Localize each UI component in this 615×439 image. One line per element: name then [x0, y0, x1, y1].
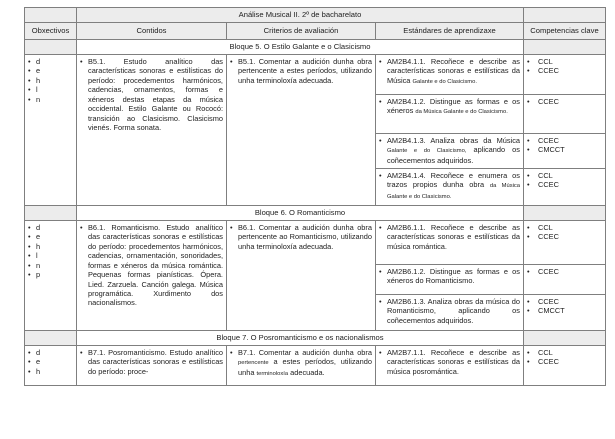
- block-blank-cell: [25, 205, 77, 220]
- objectives-cell: [25, 54, 77, 205]
- block-blank-cell: [524, 330, 606, 345]
- standard-cell: [376, 54, 524, 94]
- standard-cell: [376, 264, 524, 294]
- content-cell: [77, 54, 227, 205]
- competency-item: • CCEC: [527, 232, 602, 241]
- objective-item: • n: [28, 95, 73, 104]
- header-blank-cell: [25, 8, 77, 23]
- standard-cell: [376, 168, 524, 205]
- objective-item: • d: [28, 57, 73, 66]
- competencies-cell: [524, 54, 606, 94]
- content-text: • B5.1. Estudo analítico das características sonoras e estilísticas do período: procedementos harmónicos, cadencias, ornamentos, formas e xéneros destas etapas da música occidental. Estilo Galante ou Rococó: transición ao Clasicismo. Clasicismo vienés. Forma sonata.: [80, 57, 223, 133]
- standard-lead: AM2B4.1.2. Distingue as formas e os xéneros: [387, 96, 520, 116]
- competencies-cell: [524, 168, 606, 205]
- column-header-competencies: Competencias clave: [524, 23, 606, 40]
- objective-item: • l: [28, 85, 73, 94]
- competencies-cell: [524, 94, 606, 133]
- criterion-cell: [227, 54, 376, 205]
- standard-small-text: da Música Galante e do Clasicismo.: [387, 183, 521, 200]
- criterion-text: [230, 348, 372, 378]
- block-title: Bloque 6. O Romanticismo: [77, 205, 524, 220]
- objective-item: • l: [28, 251, 73, 260]
- criterion-text: • B6.1. Comentar a audición dunha obra pertencente ao Romanticismo, utilizando unha terminoloxía adecuada.: [230, 223, 372, 251]
- standard-cell: [376, 345, 524, 385]
- competency-item: • CCEC: [527, 66, 602, 75]
- competency-item: • CCL: [527, 57, 602, 66]
- competencies-cell: [524, 133, 606, 168]
- standard-cell: [376, 220, 524, 264]
- standard-small-text: Galante e do Clasicismo,: [387, 148, 467, 155]
- competencies-cell: [524, 294, 606, 330]
- standard-tail: aplicando os coñecementos adquiridos.: [387, 145, 520, 165]
- standard-small-text: Galante e do Clasicismo.: [412, 78, 477, 85]
- standard-cell: [376, 133, 524, 168]
- column-header-content: Contidos: [77, 23, 227, 40]
- objective-item: • e: [28, 232, 73, 241]
- competencies-cell: [524, 220, 606, 264]
- objective-item: • h: [28, 242, 73, 251]
- curriculum-table: [24, 7, 606, 386]
- competency-item: • CMCCT: [527, 145, 602, 154]
- competency-item: • CCL: [527, 171, 602, 180]
- standard-lead: AM2B4.1.1. Recoñece e describe as características sonoras e estilísticas da Música: [387, 56, 520, 85]
- standard-text: [379, 171, 520, 201]
- standard-text: [379, 136, 520, 165]
- objective-item: • h: [28, 367, 73, 376]
- competency-item: • CCEC: [527, 97, 602, 106]
- standard-small-text: da Música Galante e do Clasicismo.: [415, 109, 508, 116]
- column-header-criteria: Criterios de avaliación: [227, 23, 376, 40]
- standard-lead: AM2B4.1.3. Analiza obras da Música: [387, 135, 520, 145]
- standard-text: • AM2B7.1.1. Recoñece e describe as características sonoras e estilísticas da música posromántica.: [379, 348, 520, 376]
- objective-item: • n: [28, 261, 73, 270]
- criterion-tail: adecuada.: [290, 367, 325, 377]
- column-header-objectives: Obxectivos: [25, 23, 77, 40]
- competency-item: • CCEC: [527, 180, 602, 189]
- objective-item: • h: [28, 76, 73, 85]
- criterion-mid: a estes períodos, utilizando unha: [238, 357, 372, 377]
- competency-item: • CMCCT: [527, 306, 602, 315]
- criterion-lead: B7.1. Comentar a audición dunha obra: [238, 347, 372, 357]
- content-cell: [77, 345, 227, 385]
- competency-item: • CCL: [527, 223, 602, 232]
- competencies-cell: [524, 264, 606, 294]
- objectives-cell: [25, 345, 77, 385]
- standard-text: • AM2B6.1.3. Analiza obras da música do Romanticismo, aplicando os coñecementos adquiridos.: [379, 297, 520, 325]
- objective-item: • e: [28, 66, 73, 75]
- competency-item: • CCEC: [527, 267, 602, 276]
- standard-text: • AM2B6.1.1. Recoñece e describe as características sonoras e estilísticas da música romántica.: [379, 223, 520, 251]
- table-title: Análise Musical II. 2º de bacharelato: [77, 8, 524, 23]
- block-blank-cell: [25, 330, 77, 345]
- criterion-cell: [227, 345, 376, 385]
- objective-item: • p: [28, 270, 73, 279]
- standard-text: [379, 97, 520, 117]
- standard-text: [379, 57, 520, 86]
- criterion-text: • B5.1. Comentar a audición dunha obra pertencente a estes períodos, utilizando unha terminoloxía adecuada.: [230, 57, 372, 85]
- criterion-cell: [227, 220, 376, 330]
- block-blank-cell: [524, 40, 606, 55]
- column-header-standards: Estándares de aprendizaxe: [376, 23, 524, 40]
- competencies-cell: [524, 345, 606, 385]
- content-text: • B6.1. Romanticismo. Estudo analítico das características sonoras e estilísticas do período: procedementos harmónicos, cadencias, ornamentación, sonoridades, formas e xéneros da música romántica. Pequenas formas pianísticas. Ópera. Lied. Zarzuela. Canción galega. Música programática. Xurdimento dos nacionalismos.: [80, 223, 223, 308]
- objectives-cell: [25, 220, 77, 330]
- block-blank-cell: [524, 205, 606, 220]
- block-blank-cell: [25, 40, 77, 55]
- objective-item: • e: [28, 357, 73, 366]
- competency-item: • CCEC: [527, 136, 602, 145]
- standard-lead: AM2B4.1.4. Recoñece e enumera os trazos propios dunha obra: [387, 170, 520, 190]
- standard-cell: [376, 294, 524, 330]
- header-blank-cell: [524, 8, 606, 23]
- objective-item: • d: [28, 348, 73, 357]
- competency-item: • CCL: [527, 348, 602, 357]
- block-title: Bloque 5. O Estilo Galante e o Clasicismo: [77, 40, 524, 55]
- block-title: Bloque 7. O Posromanticismo e os nacionalismos: [77, 330, 524, 345]
- competency-item: • CCEC: [527, 357, 602, 366]
- objective-item: • d: [28, 223, 73, 232]
- standard-text: • AM2B6.1.2. Distingue as formas e os xéneros do Romanticismo.: [379, 267, 520, 286]
- standard-cell: [376, 94, 524, 133]
- content-cell: [77, 220, 227, 330]
- competency-item: • CCEC: [527, 297, 602, 306]
- criterion-small-text: terminoloxía: [256, 370, 289, 377]
- criterion-small-text: pertencente: [238, 360, 269, 367]
- content-text: • B7.1. Posromanticismo. Estudo analítico das características sonoras e estilísticas do período: proce-: [80, 348, 223, 376]
